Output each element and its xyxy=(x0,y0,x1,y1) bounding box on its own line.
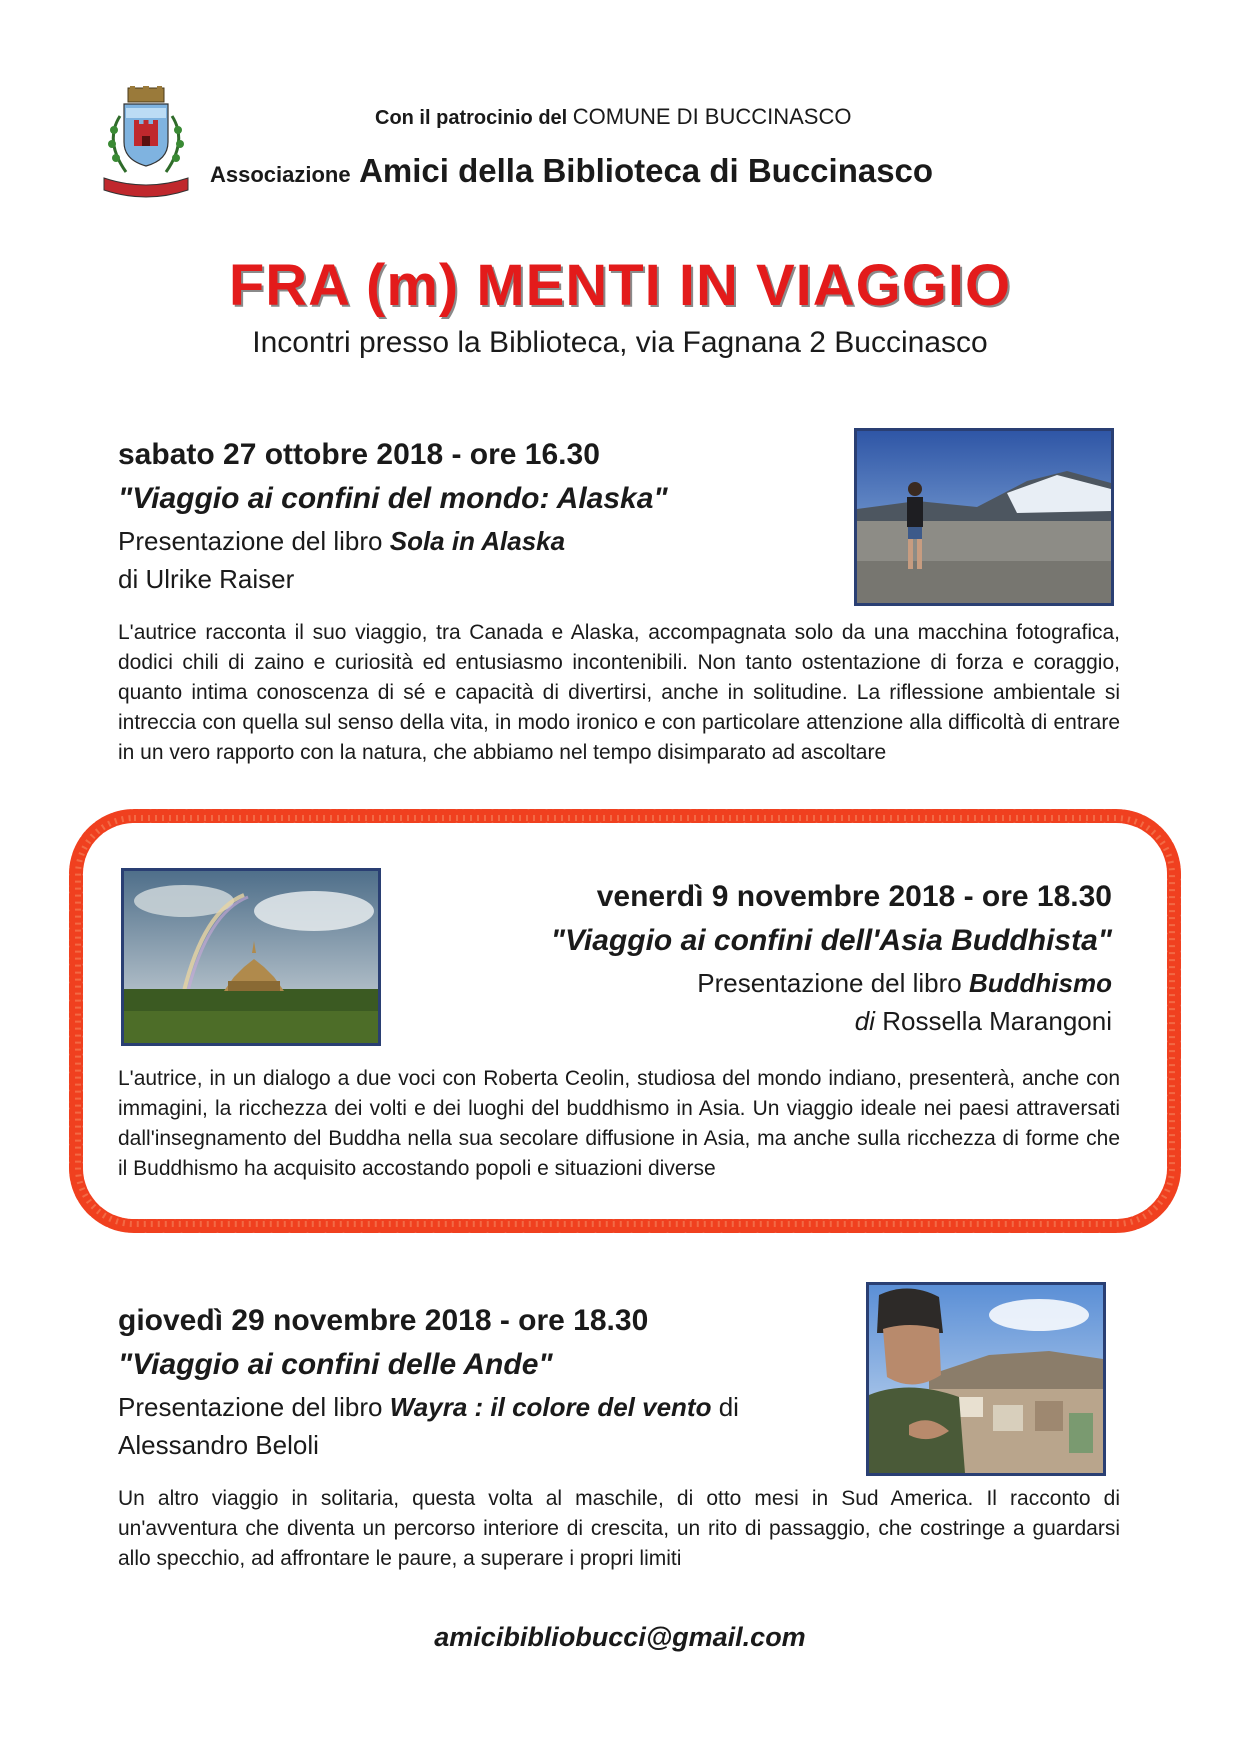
event-3-description: Un altro viaggio in solitaria, questa volta al maschile, di otto mesi in Sud America. Il racconto di un'avventura che diventa un percorso interiore di crescita, un rito di passaggio, che costringe a guardarsi allo specchio, ad affrontare le paure, a superare i propri limiti xyxy=(118,1487,1120,1570)
event-1-author-name: Ulrike Raiser xyxy=(145,564,295,594)
event-2-book-prefix: Presentazione del libro xyxy=(697,968,962,998)
page-title: FRA (m) MENTI IN VIAGGIO xyxy=(228,253,1012,318)
municipal-crest-logo xyxy=(96,86,196,208)
event-3-title: "Viaggio ai confini delle Ande" xyxy=(118,1348,553,1381)
page-subtitle: Incontri presso la Biblioteca, via Fagnana 2 Buccinasco xyxy=(252,326,988,359)
event-1-book-title: Sola in Alaska xyxy=(389,526,566,556)
association-prefix: Associazione xyxy=(210,162,351,187)
event-2-author xyxy=(855,1006,1112,1037)
event-2-book xyxy=(697,968,1112,999)
patronage-name: COMUNE DI BUCCINASCO xyxy=(572,104,852,129)
event-2-author-name: Rossella Marangoni xyxy=(882,1006,1112,1036)
association-line xyxy=(210,152,933,190)
association-name: Amici della Biblioteca di Buccinasco xyxy=(359,152,934,189)
event-3-date: giovedì 29 novembre 2018 - ore 18.30 xyxy=(118,1304,649,1337)
event-2-date: venerdì 9 novembre 2018 - ore 18.30 xyxy=(596,880,1112,913)
event-3-author-prefix: di xyxy=(718,1392,739,1422)
event-2-book-title: Buddhismo xyxy=(969,968,1112,998)
event-1-author xyxy=(118,564,294,595)
event-2-photo-temple xyxy=(121,868,381,1046)
patronage-prefix: Con il patrocinio del xyxy=(375,107,568,129)
event-1-description: L'autrice racconta il suo viaggio, tra Canada e Alaska, accompagnata solo da una macchina fotografica, dodici chili di zaino e curiosità ed entusiasmo incontenibili. Non tanto ostentazione di forza e coraggio, quanto intima conoscenza di sé e capacità di divertirsi, anche in solitudine. La riflessione ambientale si intreccia con quella sul senso della vita, in modo ironico e con particolare attenzione alla difficoltà di entrare in un vero rapporto con la natura, che abbiamo nel tempo disimparato ad ascoltare xyxy=(118,621,1120,764)
event-3-photo-andes xyxy=(866,1282,1106,1476)
contact-email[interactable]: amicibibliobucci@gmail.com xyxy=(434,1622,806,1652)
event-1-date: sabato 27 ottobre 2018 - ore 16.30 xyxy=(118,438,600,471)
event-1-title: "Viaggio ai confini del mondo: Alaska" xyxy=(118,482,668,515)
event-3-author: Alessandro Beloli xyxy=(118,1430,319,1460)
event-2-description: L'autrice, in un dialogo a due voci con Roberta Ceolin, studiosa del mondo indiano, presenterà, anche con immagini, la ricchezza dei volti e dei luoghi del buddhismo in Asia. Un viaggio ideale nei paesi attraversati dall'insegnamento del Buddha nella sua secolare diffusione in Asia, ma anche sulla ricchezza di forme che il Buddhismo ha acquisito accostando popoli e situazioni diverse xyxy=(118,1067,1120,1180)
event-2-author-prefix: di xyxy=(854,1006,875,1036)
event-1-photo-alaska xyxy=(854,428,1114,606)
event-3-book-title: Wayra : il colore del vento xyxy=(389,1392,712,1422)
event-3-book-prefix: Presentazione del libro xyxy=(118,1392,383,1422)
event-1-book xyxy=(118,526,565,557)
event-2-title: "Viaggio ai confini dell'Asia Buddhista" xyxy=(550,924,1112,957)
event-1-book-prefix: Presentazione del libro xyxy=(118,526,383,556)
patronage-line xyxy=(375,104,851,130)
event-1-author-prefix: di xyxy=(118,564,139,594)
event-3-book xyxy=(118,1392,739,1423)
